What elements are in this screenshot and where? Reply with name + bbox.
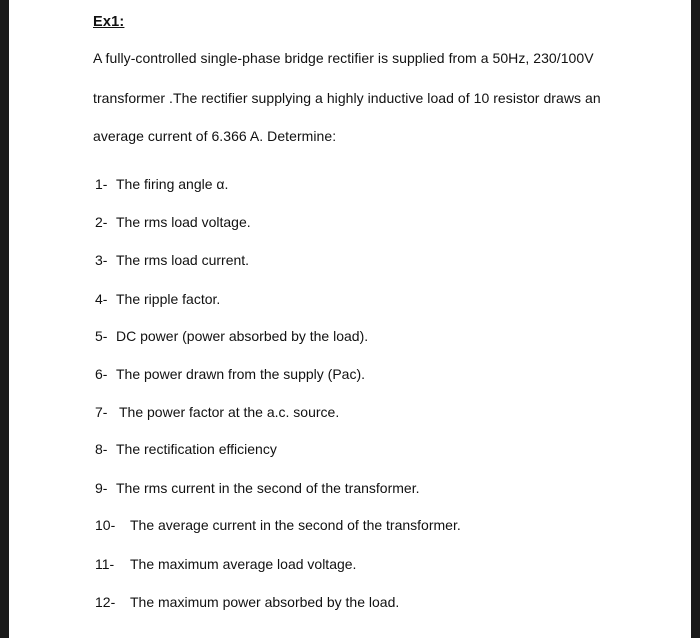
list-item-number: 6-: [95, 366, 108, 382]
list-item-number: 3-: [95, 252, 108, 268]
list-item: [95, 556, 356, 572]
list-item-text: The rms load current.: [116, 252, 250, 268]
list-item-text: The ripple factor.: [116, 291, 221, 307]
list-item-number: 10-: [95, 517, 116, 533]
list-item-number: 4-: [95, 291, 108, 307]
list-item-number: 8-: [95, 441, 108, 457]
problem-line-3: average current of 6.366 A. Determine:: [93, 128, 337, 144]
list-item: [95, 328, 368, 344]
list-item-number: 2-: [95, 214, 108, 230]
list-item: [95, 517, 461, 533]
problem-line-2: transformer .The rectifier supplying a highly inductive load of 10 resistor draws an: [93, 90, 601, 106]
list-item-text: The rectification efficiency: [116, 441, 277, 457]
list-item-text: The average current in the second of the transformer.: [130, 517, 461, 533]
exercise-title: Ex1:: [93, 14, 125, 30]
list-item-number: 9-: [95, 480, 108, 496]
list-item-text: The firing angle α.: [116, 176, 229, 192]
list-item-text: DC power (power absorbed by the load).: [116, 328, 369, 344]
list-item: [95, 366, 365, 382]
list-item-number: 12-: [95, 594, 116, 610]
list-item: [95, 176, 228, 192]
right-border: [691, 0, 700, 638]
list-item: [95, 214, 251, 230]
list-item: [95, 480, 419, 496]
list-item-number: 1-: [95, 176, 108, 192]
left-border: [0, 0, 9, 638]
list-item-text: The rms load voltage.: [116, 214, 251, 230]
list-item: [95, 252, 249, 268]
list-item: [95, 441, 277, 457]
list-item-number: 7-: [95, 404, 108, 420]
list-item: [95, 594, 399, 610]
list-item-text: The rms current in the second of the transformer.: [116, 480, 420, 496]
problem-line-1: A fully-controlled single-phase bridge rectifier is supplied from a 50Hz, 230/100V: [93, 50, 594, 66]
document-page: [9, 0, 691, 638]
list-item: [95, 291, 220, 307]
list-item-text: The power factor at the a.c. source.: [119, 404, 340, 420]
list-item-text: The maximum power absorbed by the load.: [130, 594, 400, 610]
list-item-text: The maximum average load voltage.: [130, 556, 357, 572]
list-item-text: The power drawn from the supply (Pac).: [116, 366, 365, 382]
list-item-number: 5-: [95, 328, 108, 344]
list-item-number: 11-: [95, 556, 115, 572]
list-item: [95, 404, 339, 420]
